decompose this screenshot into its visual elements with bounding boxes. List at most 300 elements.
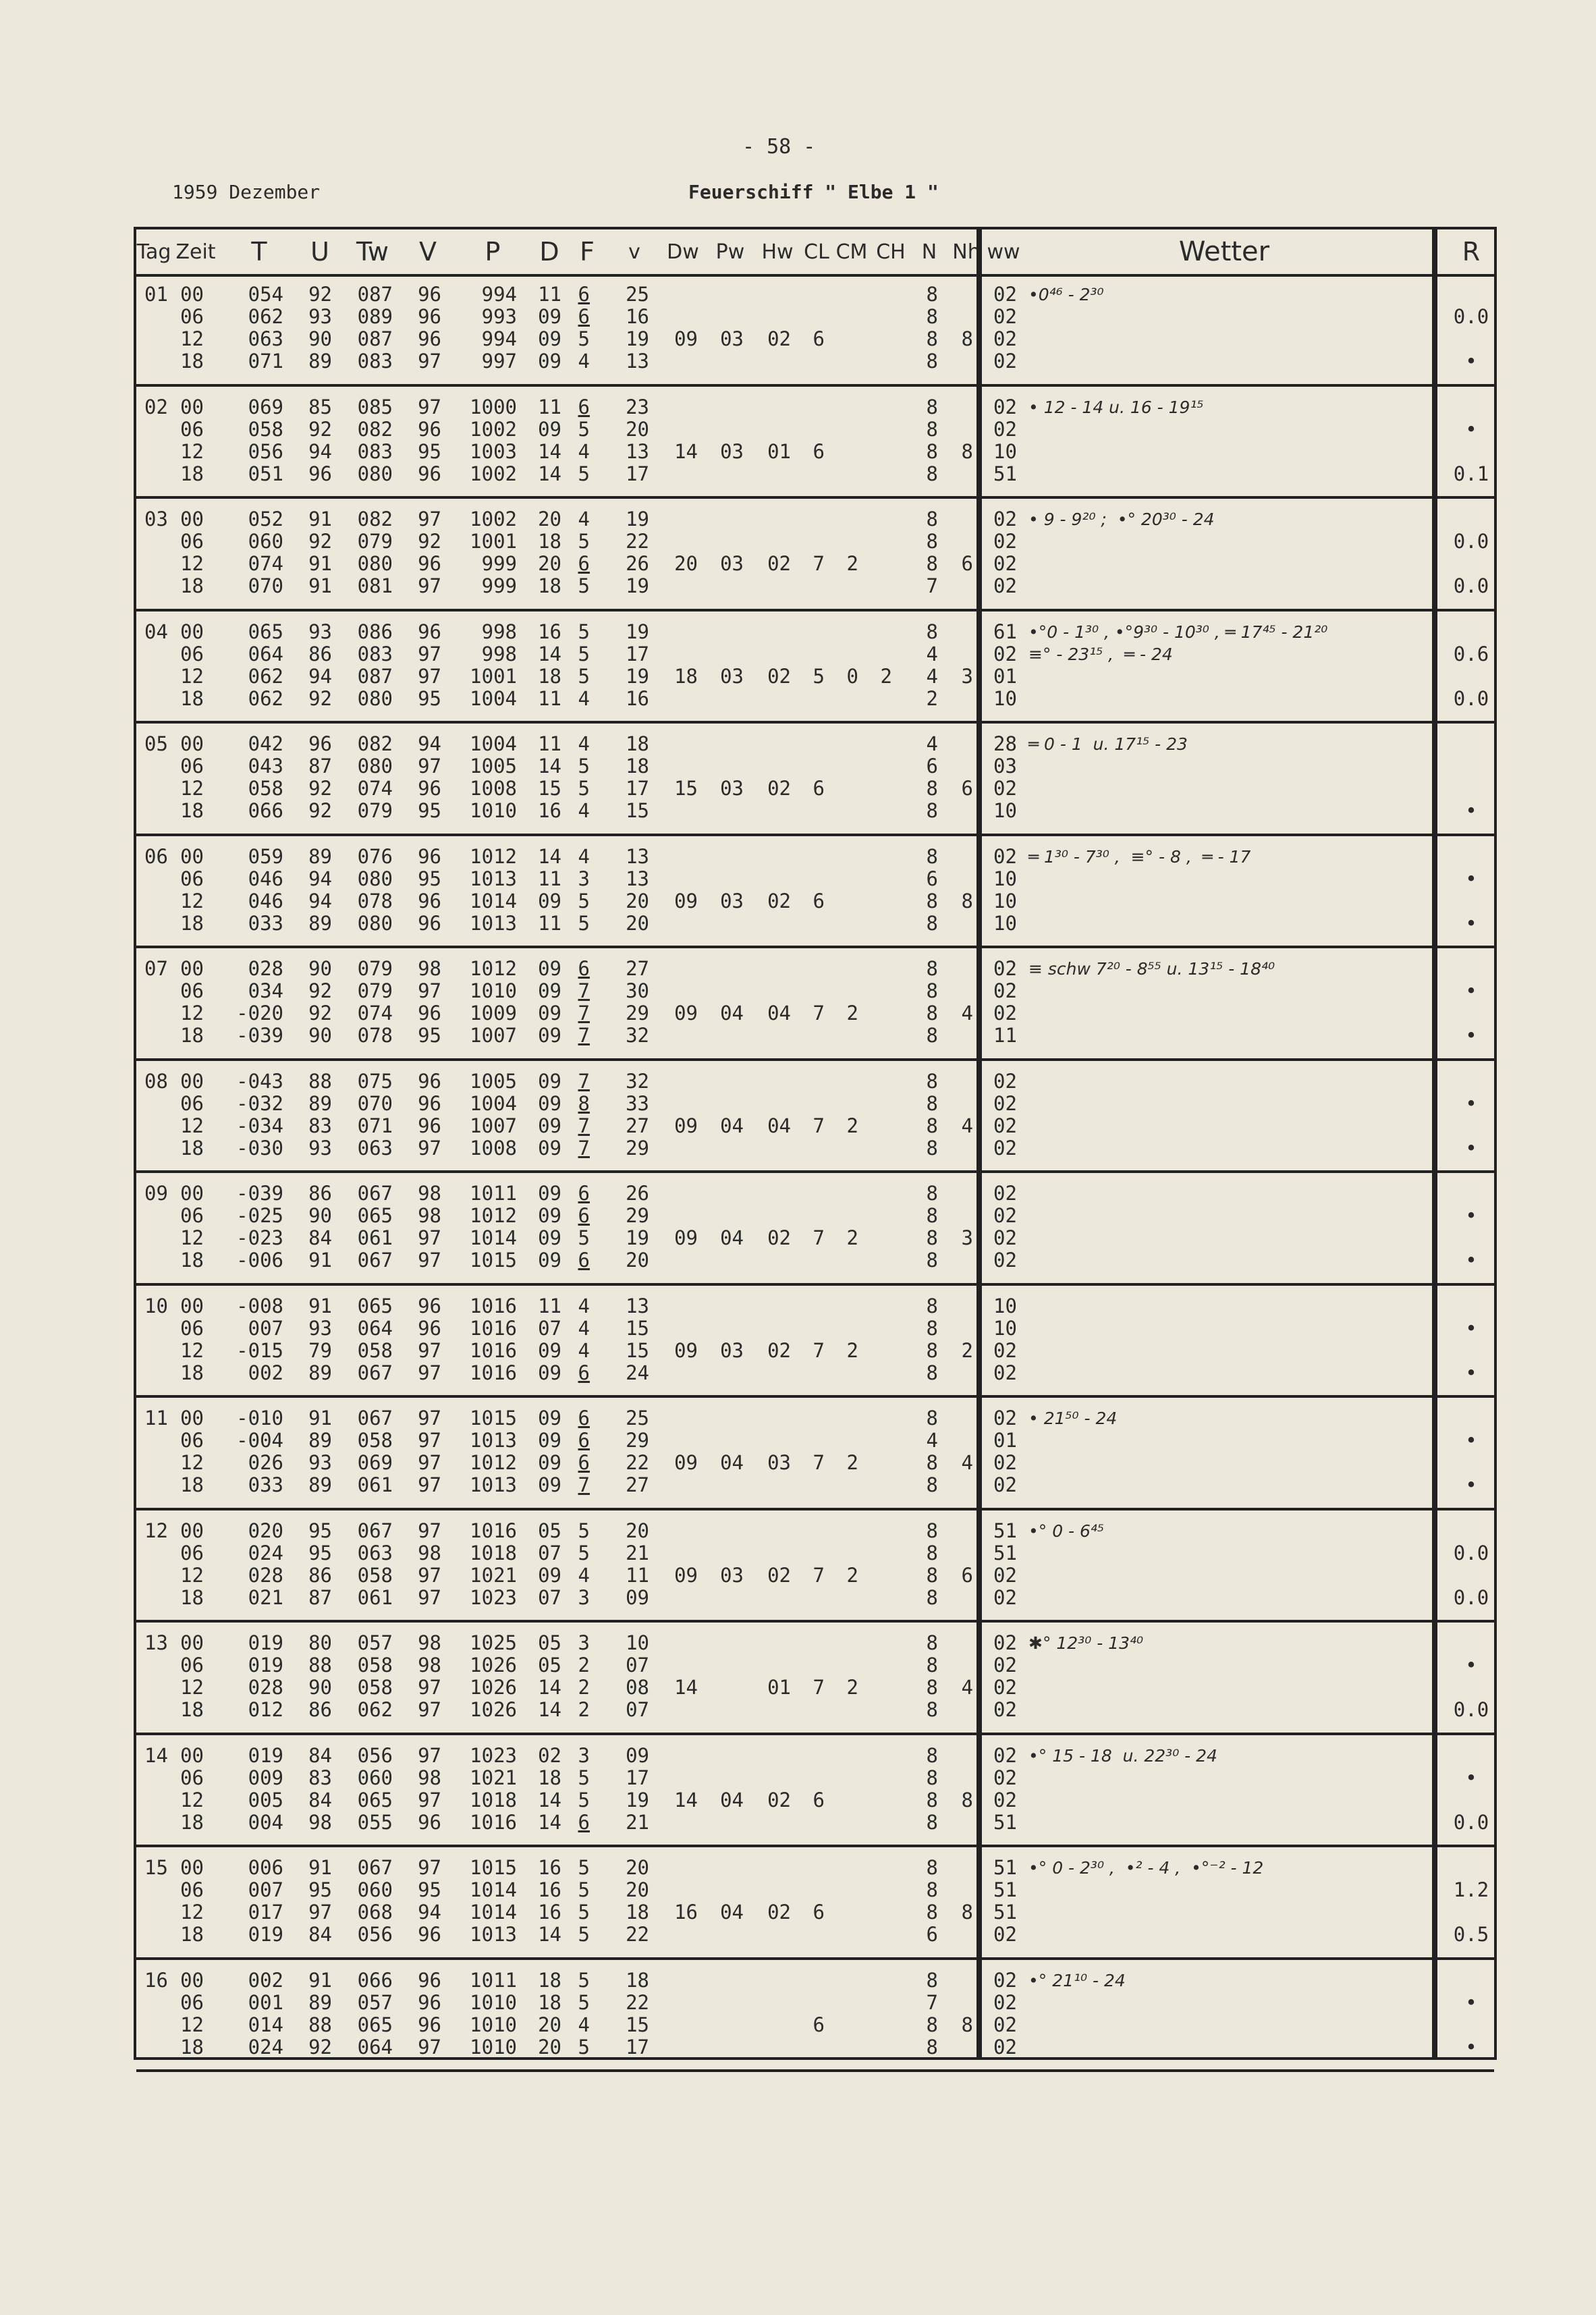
cell-p: 1010 (470, 1990, 517, 2014)
day-number: 04 (144, 620, 168, 643)
cell-f: 5 (578, 1519, 590, 1542)
cell-n: 8 (926, 620, 938, 643)
day-number: 11 (144, 1407, 168, 1429)
cell-u: 94 (308, 664, 332, 688)
day-number: 07 (144, 957, 168, 980)
cell-n: 8 (926, 1878, 938, 1901)
cell-t: 002 (248, 1968, 283, 1992)
cell-n: 8 (926, 552, 938, 575)
cell-ww: 02 (993, 1204, 1017, 1227)
cell-f: 4 (578, 1338, 590, 1362)
cell-f: 4 (578, 732, 590, 755)
cell-n: 8 (926, 1698, 938, 1721)
cell-tw: 065 (357, 2013, 393, 2036)
day-block (136, 1847, 1494, 1960)
cell-d: 16 (538, 1901, 561, 1924)
cell-f: 6 (578, 305, 590, 328)
cell-t: 054 (248, 283, 283, 306)
day-number: 06 (144, 844, 168, 868)
cell-d: 09 (538, 1091, 561, 1115)
cell-time: 18 (180, 1698, 204, 1721)
cell-p: 1015 (470, 1407, 517, 1429)
cell-ww: 51 (993, 1901, 1017, 1924)
cell-ww: 11 (993, 1024, 1017, 1047)
precipitation-value: 0.0 (1453, 305, 1489, 328)
cell-t: 019 (248, 1654, 283, 1677)
header-pw: Pw (715, 240, 745, 264)
cell-v: 98 (418, 1766, 441, 1789)
cell-n: 8 (926, 1631, 938, 1654)
cell-time: 06 (180, 530, 204, 553)
cell-t: -020 (236, 1002, 283, 1025)
cell-time: 18 (180, 574, 204, 597)
cell-p: 1016 (470, 1294, 517, 1317)
precipitation-value: • (1465, 2035, 1477, 2059)
cell-time: 12 (180, 1563, 204, 1587)
cell-d: 11 (538, 867, 561, 890)
cell-f: 5 (578, 620, 590, 643)
cell-tw: 071 (357, 1114, 393, 1137)
cell-time: 06 (180, 1429, 204, 1452)
cell-ww: 02 (993, 350, 1017, 373)
cell-u: 91 (308, 1856, 332, 1879)
cell-u: 83 (308, 1114, 332, 1137)
precipitation-value: • (1465, 1990, 1477, 2014)
cell-t: 058 (248, 777, 283, 800)
cell-p: 1014 (470, 1901, 517, 1924)
cell-p: 1015 (470, 1856, 517, 1879)
cell-f: 3 (578, 1743, 590, 1767)
cell-n: 8 (926, 1024, 938, 1047)
cell-time: 18 (180, 686, 204, 710)
cell-tw: 064 (357, 1316, 393, 1340)
cell-u: 93 (308, 305, 332, 328)
cell-dw: 09 (674, 1563, 698, 1587)
cell-d: 09 (538, 1473, 561, 1496)
weather-remark: •° 0 - 2³⁰ , •² - 4 , •°⁻² - 12 (1028, 1858, 1264, 1878)
cell-f: 4 (578, 2013, 590, 2036)
cell-pw: 03 (720, 1563, 744, 1587)
cell-v: 17 (626, 777, 649, 800)
cell-d: 09 (538, 1407, 561, 1429)
cell-d: 14 (538, 439, 561, 463)
cell-v: 96 (418, 1091, 441, 1115)
cell-u: 91 (308, 1968, 332, 1992)
cell-time: 00 (180, 1968, 204, 1992)
cell-f: 5 (578, 1226, 590, 1249)
cell-f: 7 (578, 1114, 590, 1137)
cell-v: 18 (626, 1901, 649, 1924)
cell-t: 006 (248, 1856, 283, 1879)
weather-remark: •°0 - 1³⁰ , •°9³⁰ - 10³⁰ , ═ 17⁴⁵ - 21²⁰ (1028, 622, 1328, 642)
cell-v: 19 (626, 574, 649, 597)
cell-ww: 02 (993, 1923, 1017, 1946)
cell-ww: 02 (993, 1182, 1017, 1205)
header-dw: Dw (667, 240, 699, 264)
cell-v: 97 (418, 1788, 441, 1812)
cell-ww: 02 (993, 844, 1017, 868)
cell-p: 1016 (470, 1519, 517, 1542)
cell-nh: 8 (961, 889, 973, 913)
cell-d: 07 (538, 1541, 561, 1564)
cell-tw: 058 (357, 1563, 393, 1587)
cell-t: 046 (248, 889, 283, 913)
cell-v: 07 (626, 1654, 649, 1677)
cell-time: 06 (180, 642, 204, 665)
cell-u: 89 (308, 911, 332, 935)
cell-cm: 2 (846, 1114, 858, 1137)
day-block (136, 1623, 1494, 1735)
cell-t: -039 (236, 1024, 283, 1047)
cell-f: 5 (578, 755, 590, 778)
weather-remark: ✱° 12³⁰ - 13⁴⁰ (1028, 1633, 1144, 1653)
cell-v: 20 (626, 1249, 649, 1272)
cell-f: 6 (578, 1361, 590, 1384)
cell-ww: 51 (993, 1810, 1017, 1834)
cell-p: 999 (481, 552, 517, 575)
cell-d: 20 (538, 552, 561, 575)
cell-t: 052 (248, 508, 283, 530)
precipitation-value: 0.0 (1453, 686, 1489, 710)
cell-ww: 02 (993, 283, 1017, 306)
cell-d: 11 (538, 395, 561, 418)
cell-cl: 7 (813, 1338, 825, 1362)
cell-tw: 070 (357, 1091, 393, 1115)
cell-ww: 02 (993, 2035, 1017, 2059)
cell-d: 18 (538, 1766, 561, 1789)
cell-n: 8 (926, 1810, 938, 1834)
cell-n: 8 (926, 777, 938, 800)
day-block (136, 1398, 1494, 1510)
weather-remark: •° 15 - 18 u. 22³⁰ - 24 (1028, 1745, 1217, 1766)
cell-u: 86 (308, 1563, 332, 1587)
cell-d: 14 (538, 1923, 561, 1946)
cell-nh: 8 (961, 1788, 973, 1812)
cell-tw: 062 (357, 1698, 393, 1721)
cell-v: 17 (626, 642, 649, 665)
cell-p: 1016 (470, 1361, 517, 1384)
cell-v: 96 (418, 1810, 441, 1834)
cell-nh: 6 (961, 552, 973, 575)
day-block (136, 274, 1494, 387)
cell-time: 06 (180, 1541, 204, 1564)
cell-d: 14 (538, 755, 561, 778)
cell-cm: 2 (846, 1676, 858, 1699)
weather-remark: ≡° - 23¹⁵ , ═ - 24 (1028, 644, 1173, 664)
cell-v: 96 (418, 1294, 441, 1317)
cell-ww: 10 (993, 799, 1017, 822)
cell-v: 97 (418, 2035, 441, 2059)
cell-cl: 7 (813, 1451, 825, 1474)
cell-v: 11 (626, 1563, 649, 1587)
cell-ww: 02 (993, 552, 1017, 575)
precipitation-value: 0.0 (1453, 1541, 1489, 1564)
cell-tw: 067 (357, 1407, 393, 1429)
cell-t: -034 (236, 1114, 283, 1137)
cell-t: 028 (248, 1676, 283, 1699)
cell-f: 5 (578, 889, 590, 913)
cell-v: 97 (418, 1136, 441, 1160)
cell-p: 998 (481, 620, 517, 643)
cell-d: 05 (538, 1519, 561, 1542)
cell-hw: 04 (767, 1002, 791, 1025)
cell-cl: 7 (813, 1226, 825, 1249)
cell-d: 16 (538, 620, 561, 643)
weather-remark: • 9 - 9²⁰ ; •° 20³⁰ - 24 (1028, 510, 1215, 529)
cell-d: 09 (538, 1563, 561, 1587)
cell-d: 18 (538, 574, 561, 597)
cell-n: 8 (926, 1182, 938, 1205)
cell-p: 1011 (470, 1182, 517, 1205)
cell-t: 062 (248, 686, 283, 710)
cell-ww: 02 (993, 327, 1017, 350)
precipitation-value: • (1465, 1024, 1477, 1047)
cell-t: 034 (248, 979, 283, 1002)
cell-t: -025 (236, 1204, 283, 1227)
day-number: 16 (144, 1968, 168, 1992)
cell-t: -032 (236, 1091, 283, 1115)
cell-u: 93 (308, 620, 332, 643)
cell-u: 89 (308, 350, 332, 373)
cell-hw: 02 (767, 889, 791, 913)
cell-cl: 6 (813, 889, 825, 913)
cell-time: 12 (180, 1002, 204, 1025)
cell-time: 06 (180, 417, 204, 441)
cell-n: 8 (926, 1136, 938, 1160)
cell-v: 13 (626, 439, 649, 463)
weather-remark: ═ 0 - 1 u. 17¹⁵ - 23 (1028, 734, 1188, 754)
cell-f: 4 (578, 844, 590, 868)
cell-n: 8 (926, 979, 938, 1002)
cell-d: 09 (538, 1361, 561, 1384)
cell-tw: 082 (357, 508, 393, 530)
cell-hw: 02 (767, 1226, 791, 1249)
weather-remark: ≡ schw 7²⁰ - 8⁵⁵ u. 13¹⁵ - 18⁴⁰ (1028, 959, 1275, 979)
cell-p: 1013 (470, 911, 517, 935)
precipitation-value: • (1465, 1361, 1477, 1384)
cell-time: 12 (180, 1788, 204, 1812)
cell-ww: 02 (993, 642, 1017, 665)
cell-ww: 02 (993, 1091, 1017, 1115)
cell-tw: 067 (357, 1182, 393, 1205)
cell-p: 1018 (470, 1788, 517, 1812)
cell-d: 20 (538, 2035, 561, 2059)
cell-v: 32 (626, 1024, 649, 1047)
cell-v: 95 (418, 1024, 441, 1047)
cell-t: 069 (248, 395, 283, 418)
cell-tw: 079 (357, 957, 393, 980)
cell-p: 1016 (470, 1338, 517, 1362)
precipitation-value: • (1465, 1429, 1477, 1452)
cell-f: 7 (578, 1136, 590, 1160)
cell-nh: 6 (961, 777, 973, 800)
cell-v: 27 (626, 1473, 649, 1496)
cell-f: 3 (578, 1585, 590, 1609)
cell-tw: 056 (357, 1923, 393, 1946)
cell-v: 09 (626, 1585, 649, 1609)
cell-time: 18 (180, 1810, 204, 1834)
cell-ww: 02 (993, 1069, 1017, 1093)
cell-d: 11 (538, 732, 561, 755)
cell-n: 8 (926, 957, 938, 980)
column-divider (1435, 229, 1437, 2057)
cell-tw: 080 (357, 552, 393, 575)
page-number: - 58 - (742, 135, 816, 159)
cell-d: 20 (538, 508, 561, 530)
cell-time: 18 (180, 799, 204, 822)
cell-ww: 02 (993, 1249, 1017, 1272)
cell-nh: 4 (961, 1114, 973, 1137)
cell-t: 019 (248, 1631, 283, 1654)
cell-v: 94 (418, 1901, 441, 1924)
cell-tw: 080 (357, 755, 393, 778)
cell-ww: 51 (993, 1878, 1017, 1901)
header-v: v (628, 240, 640, 264)
cell-hw: 04 (767, 1114, 791, 1137)
cell-p: 1002 (470, 462, 517, 485)
cell-t: -008 (236, 1294, 283, 1317)
precipitation-value: • (1465, 417, 1477, 441)
cell-pw: 03 (720, 889, 744, 913)
cell-tw: 083 (357, 439, 393, 463)
table-header (136, 229, 1494, 277)
cell-n: 6 (926, 755, 938, 778)
cell-d: 14 (538, 844, 561, 868)
cell-n: 8 (926, 305, 938, 328)
cell-n: 8 (926, 1901, 938, 1924)
cell-t: 009 (248, 1766, 283, 1789)
cell-ww: 02 (993, 417, 1017, 441)
cell-v: 97 (418, 1676, 441, 1699)
day-block (136, 1286, 1494, 1398)
cell-time: 18 (180, 350, 204, 373)
cell-f: 4 (578, 686, 590, 710)
cell-f: 5 (578, 1990, 590, 2014)
cell-p: 1016 (470, 1316, 517, 1340)
cell-v: 96 (418, 889, 441, 913)
cell-v: 97 (418, 1856, 441, 1879)
cell-u: 94 (308, 889, 332, 913)
cell-u: 93 (308, 1451, 332, 1474)
cell-ww: 01 (993, 664, 1017, 688)
cell-n: 8 (926, 508, 938, 530)
header-p: P (485, 237, 501, 267)
cell-u: 95 (308, 1519, 332, 1542)
cell-time: 12 (180, 1226, 204, 1249)
cell-p: 1014 (470, 1226, 517, 1249)
cell-tw: 058 (357, 1654, 393, 1677)
cell-time: 18 (180, 1249, 204, 1272)
cell-time: 12 (180, 889, 204, 913)
cell-t: 004 (248, 1810, 283, 1834)
cell-v: 15 (626, 1316, 649, 1340)
cell-u: 95 (308, 1878, 332, 1901)
cell-time: 00 (180, 1407, 204, 1429)
cell-nh: 4 (961, 1451, 973, 1474)
cell-u: 90 (308, 327, 332, 350)
weather-log-table (134, 227, 1497, 2060)
cell-u: 86 (308, 1698, 332, 1721)
cell-t: 062 (248, 664, 283, 688)
cell-p: 1010 (470, 979, 517, 1002)
cell-p: 1004 (470, 1091, 517, 1115)
cell-f: 5 (578, 1541, 590, 1564)
cell-v: 26 (626, 552, 649, 575)
cell-tw: 079 (357, 530, 393, 553)
cell-p: 1004 (470, 686, 517, 710)
cell-hw: 02 (767, 1338, 791, 1362)
cell-v: 33 (626, 1091, 649, 1115)
cell-v: 97 (418, 1743, 441, 1767)
weather-remark: • 21⁵⁰ - 24 (1028, 1409, 1118, 1428)
cell-p: 998 (481, 642, 517, 665)
cell-tw: 080 (357, 462, 393, 485)
cell-d: 11 (538, 911, 561, 935)
cell-time: 00 (180, 957, 204, 980)
cell-tw: 063 (357, 1541, 393, 1564)
cell-pw: 04 (720, 1901, 744, 1924)
cell-pw: 03 (720, 552, 744, 575)
cell-v: 96 (418, 283, 441, 306)
cell-time: 06 (180, 1091, 204, 1115)
cell-f: 7 (578, 979, 590, 1002)
cell-t: 019 (248, 1743, 283, 1767)
cell-time: 06 (180, 1990, 204, 2014)
cell-pw: 04 (720, 1114, 744, 1137)
cell-d: 09 (538, 979, 561, 1002)
cell-d: 09 (538, 1002, 561, 1025)
cell-ww: 02 (993, 1585, 1017, 1609)
cell-n: 8 (926, 911, 938, 935)
cell-p: 1011 (470, 1968, 517, 1992)
cell-tw: 065 (357, 1204, 393, 1227)
cell-time: 00 (180, 395, 204, 418)
cell-v: 19 (626, 1788, 649, 1812)
cell-t: 042 (248, 732, 283, 755)
cell-tw: 078 (357, 1024, 393, 1047)
cell-pw: 03 (720, 327, 744, 350)
cell-v: 18 (626, 732, 649, 755)
cell-v: 98 (418, 1654, 441, 1677)
cell-d: 11 (538, 686, 561, 710)
cell-v: 97 (418, 1429, 441, 1452)
cell-p: 994 (481, 327, 517, 350)
cell-v: 97 (418, 1585, 441, 1609)
cell-d: 09 (538, 1069, 561, 1093)
cell-d: 05 (538, 1654, 561, 1677)
cell-v: 32 (626, 1069, 649, 1093)
cell-v: 98 (418, 1631, 441, 1654)
cell-t: 007 (248, 1316, 283, 1340)
cell-t: -043 (236, 1069, 283, 1093)
cell-t: -006 (236, 1249, 283, 1272)
cell-v: 96 (418, 462, 441, 485)
day-number: 05 (144, 732, 168, 755)
cell-f: 6 (578, 395, 590, 418)
cell-time: 12 (180, 1676, 204, 1699)
cell-p: 1012 (470, 844, 517, 868)
cell-u: 95 (308, 1541, 332, 1564)
cell-nh: 8 (961, 327, 973, 350)
cell-p: 1007 (470, 1024, 517, 1047)
cell-d: 09 (538, 417, 561, 441)
cell-ww: 02 (993, 1654, 1017, 1677)
cell-n: 8 (926, 889, 938, 913)
cell-p: 1008 (470, 777, 517, 800)
day-block (136, 836, 1494, 949)
cell-p: 997 (481, 350, 517, 373)
cell-d: 16 (538, 1856, 561, 1879)
